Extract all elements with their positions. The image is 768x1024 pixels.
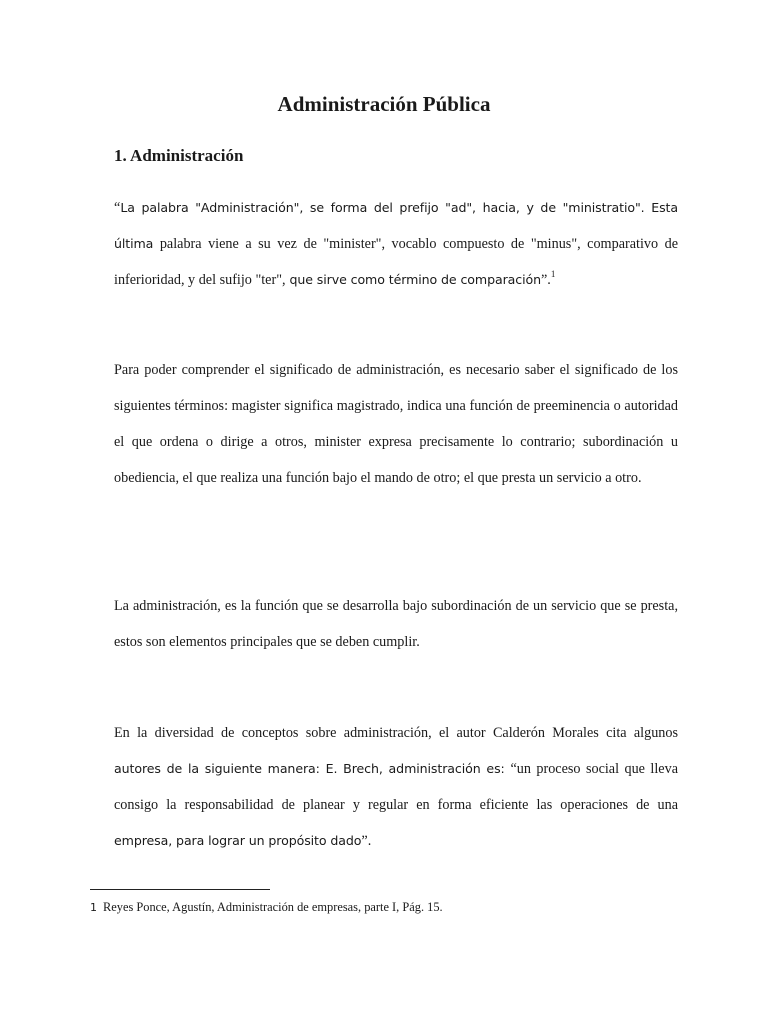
etymology-text-part1: La palabra "Administración", se forma del prefijo "ad", hacia, y de "ministratio". Esta última (114, 200, 678, 251)
quote-close: ”. (361, 833, 372, 849)
paragraph-function: La administración, es la función que se desarrolla bajo subordinación de un servicio que se presta, estos son elementos principales que se deben cumplir. (114, 598, 678, 650)
concepts-text-part2: autores de la siguiente manera: E. Brech, administración es: (114, 761, 511, 776)
concepts-text-part1: En la diversidad de conceptos sobre administración, el autor Calderón Morales cita algunos (114, 725, 678, 741)
footnote-number: 1 (90, 901, 97, 914)
quote-open: “ (114, 200, 121, 216)
footnote-text: Reyes Ponce, Agustín, Administración de empresas, parte I, Pág. 15. (103, 900, 443, 914)
footnote-reference[interactable]: 1 (550, 269, 556, 279)
footnote (90, 900, 443, 915)
paragraph-concepts (114, 715, 678, 859)
section-heading: 1. Administración (114, 146, 244, 165)
etymology-text-part3: que sirve como término de comparación (285, 272, 541, 287)
etymology-text-part2: palabra viene a su vez de "minister", vocablo compuesto de "minus", comparativo de inferioridad, y del sufijo "ter", (114, 236, 678, 288)
paragraph-terms: Para poder comprender el significado de administración, es necesario saber el significado de los siguientes términos: magister significa magistrado, indica una función de preeminencia o autoridad el que ordena o dirige a otros, minister expresa precisamente lo contrario; subordinación u obediencia, el que realiza una función bajo el mando de otro; el que presta un servicio a otro. (114, 362, 678, 486)
document-title: Administración Pública (277, 92, 491, 116)
concepts-text-part4: empresa, para lograr un propósito dado (114, 833, 362, 848)
footnote-divider (90, 889, 270, 890)
paragraph-etymology (114, 190, 678, 298)
concepts-text-part3: “un proceso social que lleva consigo la responsabilidad de planear y regular en forma eficiente las operaciones de una (114, 761, 678, 813)
quote-close: ”. (540, 272, 551, 288)
